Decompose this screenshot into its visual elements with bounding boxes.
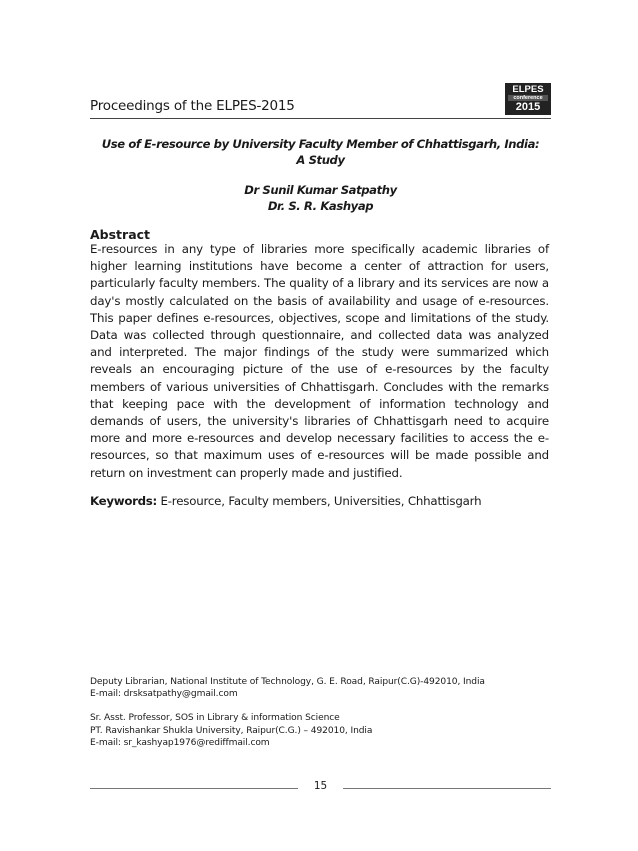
author-affiliations xyxy=(90,676,551,749)
keywords-text: E-resource, Faculty members, Universities, Chhattisgarh xyxy=(156,494,482,508)
footer-rule-left xyxy=(90,788,298,789)
page-number: 15 xyxy=(313,780,328,792)
email-author-2: E-mail: sr_kashyap1976@rediffmail.com xyxy=(90,737,270,748)
abstract-heading: Abstract xyxy=(90,227,151,242)
abstract-body: E-resources in any type of libraries more specifically academic libraries of higher learning institutions have become a center of attraction for users, particularly faculty members. The quality of a library and its services are now a day's mostly calculated on the basis of availability and usage of e-resources. This paper defines e-resources, objectives, scope and limitations of the study. Data was collected through questionnaire, and collected data was analyzed and interpreted. The major findings of the study were summarized which reveals an encouraging picture of the use of e-resources by the faculty members of various universities of Chhattisgarh. Concludes with the remarks that keeping pace with the development of information technology and demands of users, the university's libraries of Chhattisgarh need to acquire more and more e-resources and develop necessary facilities to access the e-resources, so that maximum uses of e-resources will be made possible and return on investment can properly made and justified. xyxy=(90,242,549,480)
affiliation-author-2-dept: Sr. Asst. Professor, SOS in Library & information Science xyxy=(90,713,340,724)
logo-line-2: conference xyxy=(508,95,548,101)
author-1: Dr Sunil Kumar Satpathy xyxy=(244,183,397,197)
paper-title xyxy=(90,136,551,168)
logo-line-3: 2015 xyxy=(515,101,541,113)
elpes-conference-logo xyxy=(505,83,551,115)
affiliation-author-2-university: PT. Ravishankar Shukla University, Raipur(C.G.) – 492010, India xyxy=(90,725,373,736)
author-2: Dr. S. R. Kashyap xyxy=(267,199,374,213)
author-list xyxy=(90,182,551,214)
keywords-label: Keywords: xyxy=(90,494,157,508)
running-header-title: Proceedings of the ELPES-2015 xyxy=(90,98,295,114)
footer-rule-right xyxy=(343,788,551,789)
logo-line-1: ELPES xyxy=(512,84,544,95)
affiliation-author-1: Deputy Librarian, National Institute of Technology, G. E. Road, Raipur(C.G)-492010, India xyxy=(90,677,485,687)
header-divider xyxy=(90,118,551,119)
paper-title-line-1: Use of E-resource by University Faculty Member of Chhattisgarh, India: xyxy=(101,137,540,151)
email-author-1: E-mail: drsksatpathy@gmail.com xyxy=(90,689,238,700)
keywords xyxy=(90,494,551,508)
paper-title-line-2: A Study xyxy=(296,153,345,167)
